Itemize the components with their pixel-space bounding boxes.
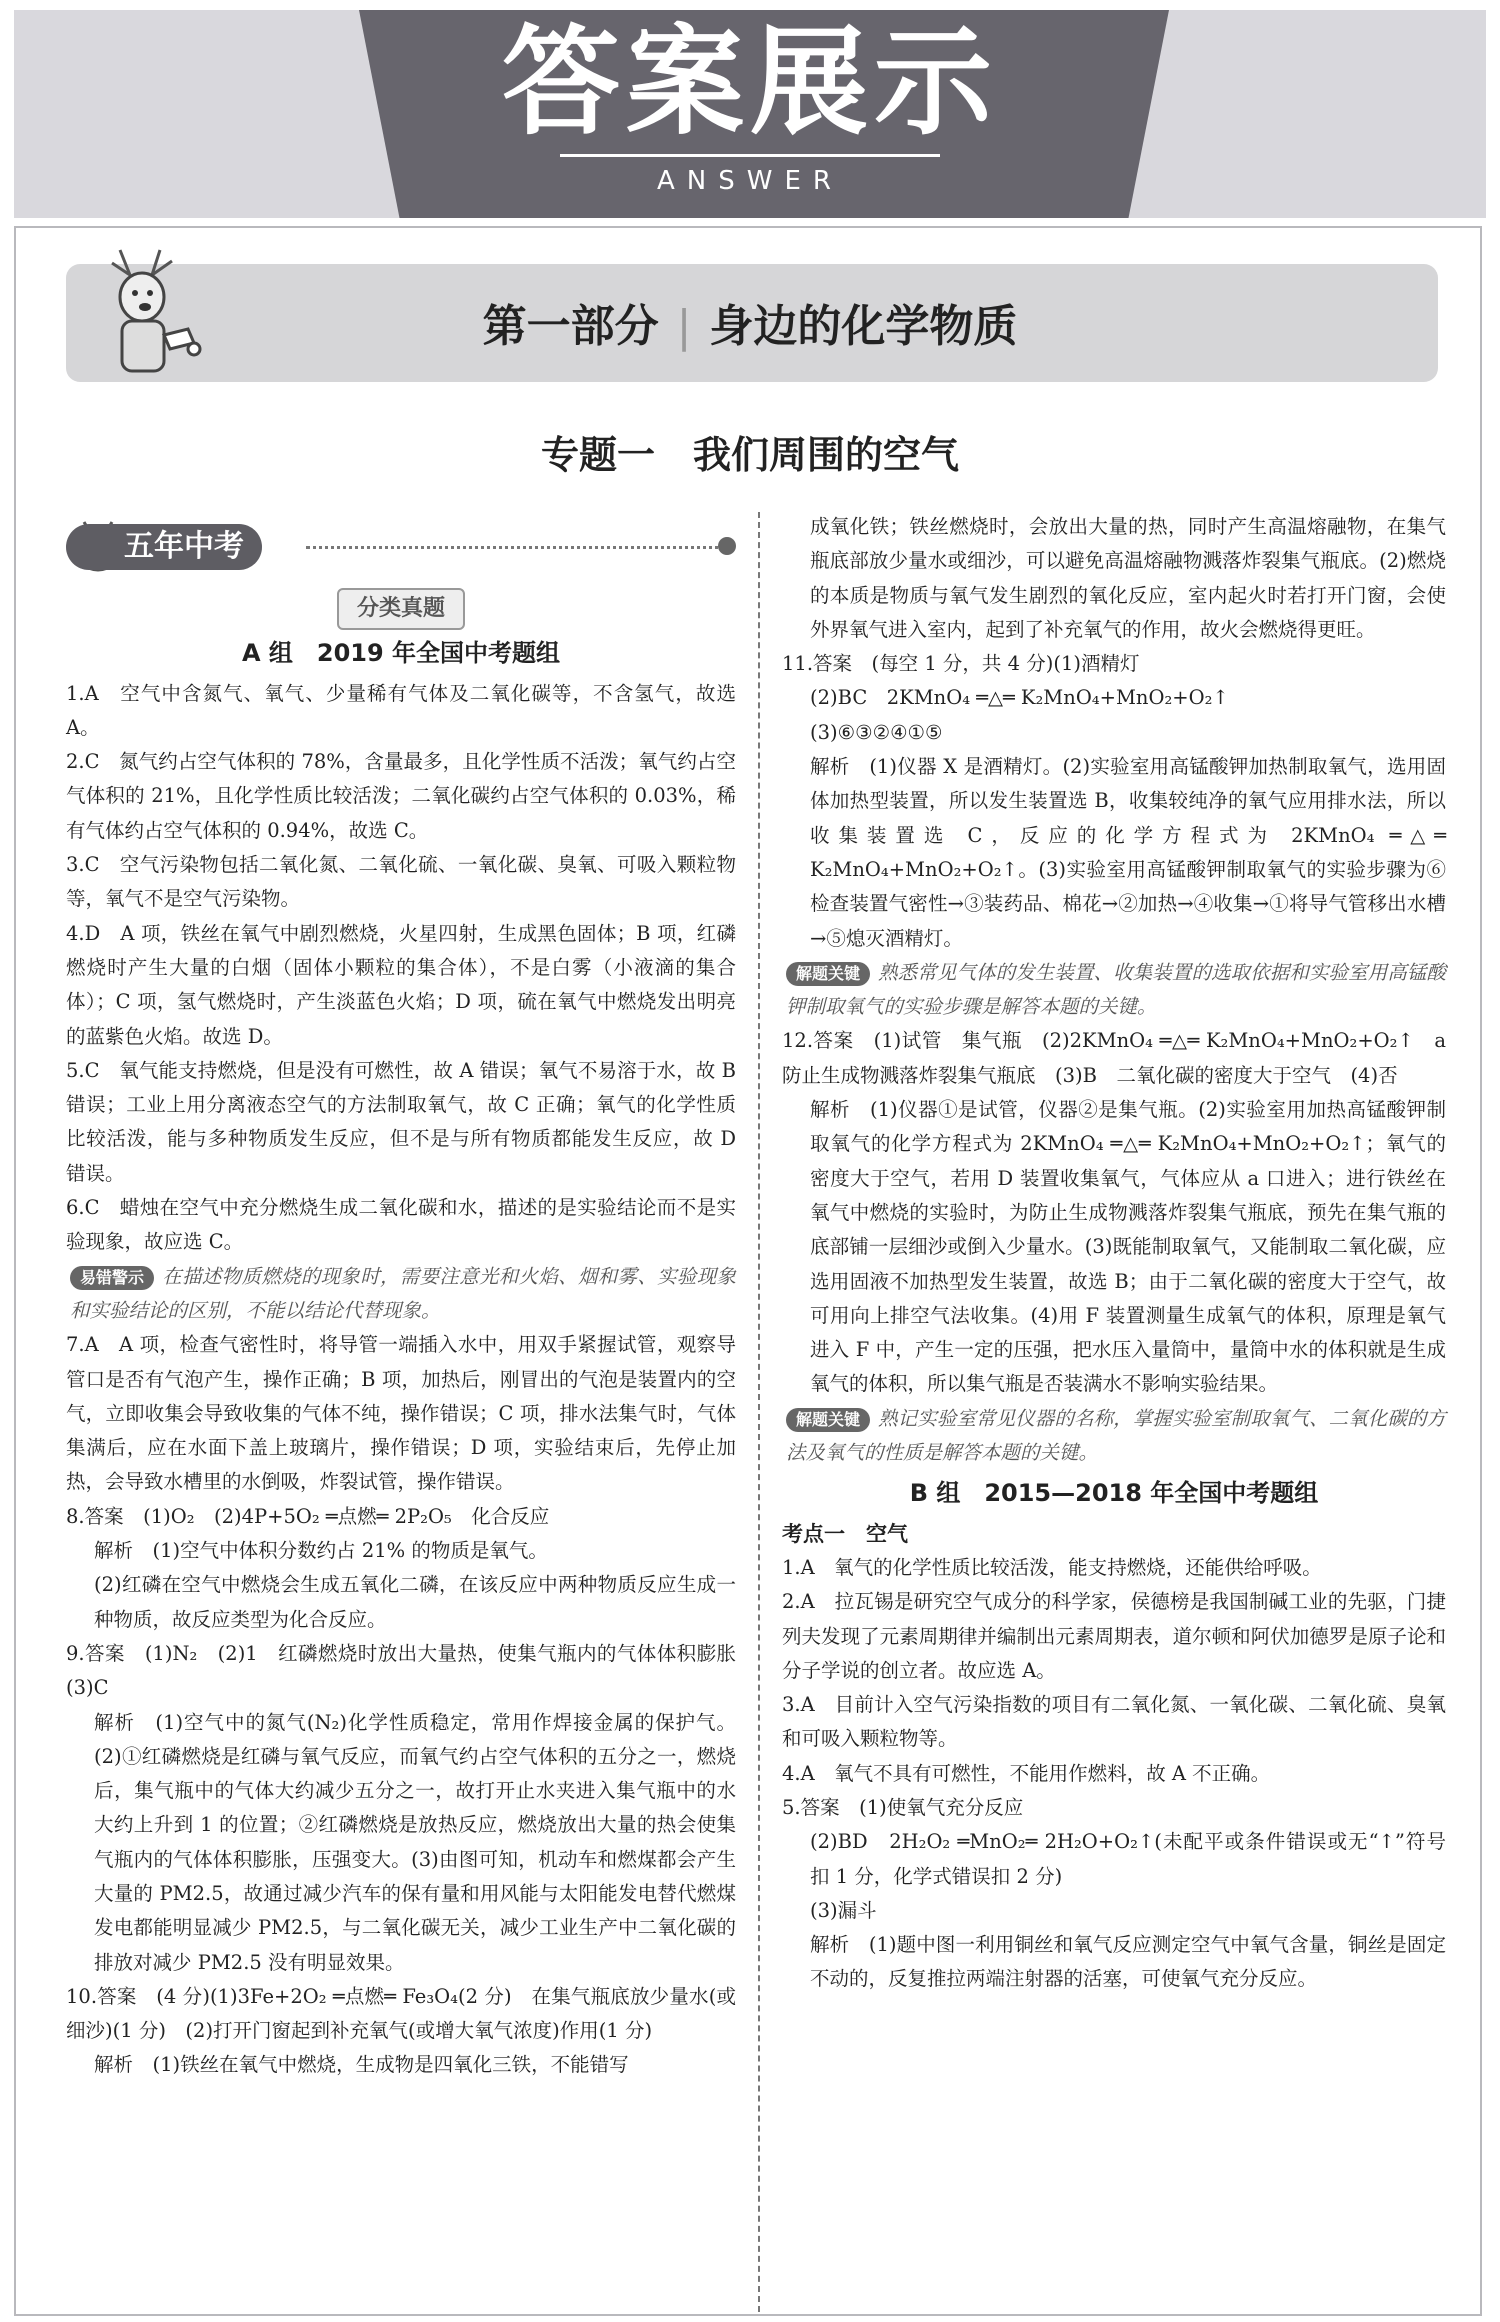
answer-11: 11.答案 (每空 1 分，共 4 分)(1)酒精灯: [782, 652, 1140, 676]
b-answer-5-analysis: 解析 (1)题中图一利用铜丝和氧气反应测定空气中氧气含量，铜丝是固定不动的，反复推拉两端注射器的活塞，可使氧气充分反应。: [810, 1933, 1446, 1991]
answer-5: 5.C 氧气能支持燃烧，但是没有可燃性，故 A 错误；氧气不易溶于水，故 B 错误；工业上用分离液态空气的方法制取氧气，故 C 正确；氧气的化学性质比较活泼，能与多种物质发生反应，但不是与所有物质都能发生反应，故 D 错误。: [66, 1058, 736, 1185]
b-answer-2: 2.A 拉瓦锡是研究空气成分的科学家，侯德榜是我国制碱工业的先驱，门捷列夫发现了元素周期律并编制出元素周期表，道尔顿和阿伏加德罗是原子论和分子学说的创立者。故应选 A。: [782, 1590, 1446, 1682]
column-divider: [758, 512, 760, 2312]
answer-2: 2.C 氮气约占空气体积的 78%，含量最多，且化学性质不活泼；氧气约占空气体积的 21%，且化学性质比较活泼；二氧化碳约占空气体积的 0.03%，稀有气体约占空气体积的 0.94%，故选 C。: [66, 750, 736, 842]
answer-3: 3.C 空气污染物包括二氧化氮、二氧化硫、一氧化碳、臭氧、可吸入颗粒物等，氧气不是空气污染物。: [66, 853, 736, 911]
answer-9: 9.答案 (1)N₂ (2)1 红磷燃烧时放出大量热，使集气瓶内的气体体积膨胀 (3)C: [66, 1641, 756, 1700]
b-answer-5-part2: (2)BD 2H₂O₂ ═MnO₂═ 2H₂O+O₂↑(未配平或条件错误或无“↑”符号扣 1 分，化学式错误扣 2 分): [810, 1830, 1446, 1888]
answer-10-analysis: 解析 (1)铁丝在氧气中燃烧，生成物是四氧化三铁，不能错写: [94, 2053, 629, 2077]
b-answer-4: 4.A 氧气不具有可燃性，不能用作燃料，故 A 不正确。: [782, 1761, 1271, 1785]
topic-title: 专题一 我们周围的空气: [540, 433, 959, 477]
answer-4: 4.D A 项，铁丝在氧气中剧烈燃烧，火星四射，生成黑色固体；B 项，红磷燃烧时产生大量的白烟（固体小颗粒的集合体），不是白雾（小液滴的集合体）；C 项，氢气燃烧时，产生淡蓝色火焰；D 项，硫在氧气中燃烧发出明亮的蓝紫色火焰。故选 D。: [66, 921, 736, 1048]
part-name: 身边的化学物质: [709, 301, 1018, 352]
tip-text: 熟记实验室常见仪器的名称，掌握实验室制取氧气、二氧化碳的方法及氧气的性质是解答本题的关键。: [786, 1406, 1446, 1465]
banner-subtitle: ANSWER: [657, 166, 843, 196]
b-answer-1: 1.A 氧气的化学性质比较活泼，能支持燃烧，还能供给呼吸。: [782, 1555, 1322, 1579]
section-dotted-rule: [306, 546, 726, 549]
section-header: [66, 520, 736, 574]
tip-error-warning: [66, 1260, 736, 1329]
group-b-title: B 组 2015—2018 年全国中考题组: [909, 1479, 1319, 1508]
answer-12: 12.答案 (1)试管 集气瓶 (2)2KMnO₄ ═△═ K₂MnO₄+MnO₂+O₂↑ a 防止生成物溅落炸裂集气瓶底 (3)B 二氧化碳的密度大于空气 (4)否: [782, 1029, 1466, 1087]
answer-10-analysis-cont: 成氧化铁；铁丝燃烧时，会放出大量的热，同时产生高温熔融物，在集气瓶底部放少量水或细沙，可以避免高温熔融物溅落炸裂集气瓶底。(2)燃烧的本质是物质与氧气发生剧烈的氧化反应，室内起火时若打开门窗，会使外界氧气进入室内，起到了补充氧气的作用，故火会燃烧得更旺。: [810, 515, 1446, 641]
answer-6: 6.C 蜡烛在空气中充分燃烧生成二氧化碳和水，描述的是实验结论而不是实验现象，故应选 C。: [66, 1196, 736, 1254]
tip-text: 熟悉常见气体的发生装置、收集装置的选取依据和实验室用高锰酸钾制取氧气的实验步骤是解答本题的关键。: [786, 960, 1446, 1019]
section-label: 五年中考: [66, 524, 262, 570]
answer-8: 8.答案 (1)O₂ (2)4P+5O₂ ═点燃═ 2P₂O₅ 化合反应: [66, 1504, 550, 1528]
tip-badge: 易错警示: [70, 1266, 154, 1290]
tip-text: 在描述物质燃烧的现象时，需要注意光和火焰、烟和雾、实验现象和实验结论的区别，不能以结论代替现象。: [70, 1264, 736, 1322]
answer-11-part3: (3)⑥③②④①⑤: [810, 720, 943, 744]
section-end-dot: [718, 537, 736, 555]
left-column: [66, 520, 756, 2083]
answer-12-analysis: 解析 (1)仪器①是试管，仪器②是集气瓶。(2)实验室用加热高锰酸钾制取氧气的化学方程式为 2KMnO₄ ═△═ K₂MnO₄+MnO₂+O₂↑；氧气的密度大于空气，若用 D 装置收集氧气，气体应从 a 口进入；进行铁丝在氧气中燃烧的实验时，为防止生成物溅落炸裂集气瓶底，预先在集气瓶的底部铺一层细沙或倒入少量水。(3)既能制取氧气，又能制取二氧化碳，应选用固液不加热型发生装置，故选 B；由于二氧化碳的密度大于空气，故可用向上排空气法收集。(4)用 F 装置测量生成氧气的体积，原理是氧气进入 F 中，产生一定的压强，把水压入量筒中，量筒中水的体积就是生成氧气的体积，所以集气瓶是否装满水不影响实验结果。: [810, 1098, 1446, 1396]
tip-badge: 解题关键: [786, 1408, 870, 1432]
answer-7: 7.A A 项，检查气密性时，将导管一端插入水中，用双手紧握试管，观察导管口是否有气泡产生，操作正确；B 项，加热后，刚冒出的气泡是装置内的空气，立即收集会导致收集的气体不纯，操作错误；C 项，排水法集气时，气体集满后，应在水面下盖上玻璃片，操作错误；D 项，实验结束后，先停止加热，会导致水槽里的水倒吸，炸裂试管，操作错误。: [66, 1333, 736, 1494]
answer-1: 1.A 空气中含氮气、氧气、少量稀有气体及二氧化碳等，不含氢气，故选 A。: [66, 681, 736, 739]
part-label: 第一部分: [482, 301, 659, 352]
banner-title: 答案展示: [501, 13, 998, 151]
tip-key-point-1: [782, 956, 1446, 1025]
group-a-title: A 组 2019 年全国中考题组: [241, 639, 561, 668]
b-answer-5: 5.答案 (1)使氧气充分反应: [782, 1795, 1024, 1819]
answer-8-analysis: 解析 (1)空气中体积分数约占 21% 的物质是氧气。: [94, 1539, 548, 1563]
sub-badge: [66, 588, 736, 630]
topic-point-1: 考点一 空气: [782, 1521, 908, 1546]
answer-8-analysis-2: (2)红磷在空气中燃烧会生成五氧化二磷，在该反应中两种物质反应生成一种物质，故反应类型为化合反应。: [94, 1573, 736, 1631]
right-column: [782, 510, 1466, 1997]
banner-rule: [560, 154, 940, 157]
b-answer-3: 3.A 目前计入空气污染指数的项目有二氧化氮、一氧化碳、二氧化硫、臭氧和可吸入颗粒物等。: [782, 1693, 1446, 1751]
answer-10: 10.答案 (4 分)(1)3Fe+2O₂ ═点燃═ Fe₃O₄(2 分) 在集气瓶底放少量水(或细沙)(1 分) (2)打开门窗起到补充氧气(或增大氧气浓度)作用(1 分): [66, 1984, 736, 2043]
answer-9-analysis: 解析 (1)空气中的氮气(N₂)化学性质稳定，常用作焊接金属的保护气。(2)①红磷燃烧是红磷与氧气反应，而氧气约占空气体积的五分之一，燃烧后，集气瓶中的气体大约减少五分之一，故打开止水夹进入集气瓶中的水大约上升到 1 的位置；②红磷燃烧是放热反应，燃烧放出大量的热会使集气瓶内的气体体积膨胀，压强变大。(3)由图可知，机动车和燃煤都会产生大量的 PM2.5，故通过减少汽车的保有量和用风能与太阳能发电替代燃煤发电都能明显减少 PM2.5，与二氧化碳无关，减少工业生产中二氧化碳的排放对减少 PM2.5 没有明显效果。: [94, 1710, 736, 1974]
tip-badge: 解题关键: [786, 962, 870, 986]
answer-11-analysis: 解析 (1)仪器 X 是酒精灯。(2)实验室用高锰酸钾加热制取氧气，选用固体加热型装置，所以发生装置选 B，收集较纯净的氧气应用排水法，所以收集装置选 C，反应的化学方程式为 2KMnO₄ ═△═ K₂MnO₄+MnO₂+O₂↑。(3)实验室用高锰酸钾制取氧气的实验步骤为⑥检查装置气密性→③装药品、棉花→②加热→④收集→①将导气管移出水槽→⑤熄灭酒精灯。: [810, 755, 1446, 950]
tip-key-point-2: [782, 1402, 1446, 1471]
part-title: [0, 290, 1500, 354]
part-separator: |: [676, 301, 692, 352]
answer-11-part2: (2)BC 2KMnO₄ ═△═ K₂MnO₄+MnO₂+O₂↑: [810, 686, 1229, 710]
b-answer-5-part3: (3)漏斗: [810, 1898, 877, 1922]
sub-badge-label: 分类真题: [337, 588, 465, 630]
